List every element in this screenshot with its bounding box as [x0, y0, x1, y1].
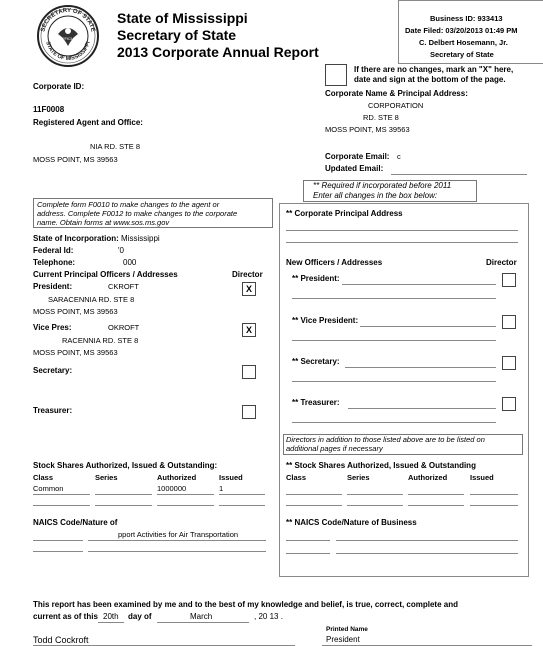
day-value: 20th: [103, 612, 119, 621]
current-as-of-label: current as of this: [33, 612, 98, 621]
corporate-name-address-label: Corporate Name & Principal Address:: [325, 89, 468, 98]
stock-cell-issued: 1: [219, 484, 224, 493]
corporate-name: CORPORATION: [368, 101, 424, 110]
form-title-state: State of Mississippi: [117, 10, 248, 26]
stock-cell-class: Common: [33, 484, 64, 493]
federal-id-value: '0: [118, 246, 124, 255]
signature-name: Todd Cockroft: [33, 635, 89, 645]
new-president-line[interactable]: [292, 298, 496, 299]
new-president-label: ** President:: [292, 274, 340, 283]
new-president-line[interactable]: [342, 284, 496, 285]
new-stock-line[interactable]: [470, 494, 518, 495]
corporate-id-label: Corporate ID:: [33, 82, 85, 91]
updated-email-label: Updated Email:: [325, 164, 384, 173]
new-naics-line[interactable]: [286, 553, 330, 554]
telephone-label: Telephone:: [33, 258, 76, 267]
stock-row-line: [157, 505, 214, 506]
updated-email-field[interactable]: [391, 174, 527, 175]
president-name: CKROFT: [108, 282, 139, 291]
naics-line: [88, 540, 266, 541]
stock-row-line: [157, 494, 214, 495]
stock-row-line: [95, 494, 152, 495]
new-naics-line[interactable]: [336, 540, 518, 541]
naics-line: [88, 551, 266, 552]
change-note-line3: name. Obtain forms at www.sos.ms.gov: [37, 218, 170, 227]
current-officers-header: Current Principal Officers / Addresses: [33, 270, 178, 279]
new-vice-president-line[interactable]: [360, 326, 496, 327]
secretary-director-checkbox[interactable]: [242, 365, 256, 379]
stock-row-line: [95, 505, 152, 506]
president-label: President:: [33, 282, 73, 291]
vice-president-name: OKROFT: [108, 323, 140, 332]
new-vice-president-label: ** Vice President:: [292, 316, 359, 325]
federal-id-label: Federal Id:: [33, 246, 74, 255]
certification-text: This report has been examined by me and to the best of my knowledge and belief, is true, correct, complete and: [33, 600, 458, 609]
official-title: Secretary of State: [430, 50, 494, 59]
vice-president-director-checkbox[interactable]: X: [242, 323, 256, 337]
form-title-report: 2013 Corporate Annual Report: [117, 44, 319, 60]
naics-line: [33, 551, 83, 552]
stock-row-line: [33, 494, 90, 495]
new-stock-line[interactable]: [286, 494, 342, 495]
new-vice-president-director-checkbox[interactable]: [502, 315, 516, 329]
stock-row-line: [219, 505, 265, 506]
new-stock-line[interactable]: [286, 505, 342, 506]
new-secretary-line[interactable]: [345, 367, 496, 368]
change-note-line2: address. Complete F0012 to make changes to the corporate: [37, 209, 238, 218]
stock-col-class: Class: [33, 473, 54, 482]
required-note-line2: Enter all changes in the box below:: [313, 191, 438, 200]
new-president-director-checkbox[interactable]: [502, 273, 516, 287]
new-stock-line[interactable]: [408, 505, 464, 506]
new-stock-line[interactable]: [347, 505, 403, 506]
president-director-checkbox[interactable]: X: [242, 282, 256, 296]
directors-note-line1: Directors in addition to those listed above are to be listed on: [286, 435, 485, 444]
vice-president-label: Vice Pres:: [33, 323, 72, 332]
month-line[interactable]: [157, 622, 249, 623]
printed-name-label: Printed Name: [326, 626, 368, 633]
new-naics-line[interactable]: [336, 553, 518, 554]
new-treasurer-label: ** Treasurer:: [292, 398, 340, 407]
form-title-office: Secretary of State: [117, 27, 237, 43]
treasurer-label: Treasurer:: [33, 406, 73, 415]
new-stock-col-class: Class: [286, 473, 307, 482]
vice-president-address-line1: RACENNIA RD. STE 8: [62, 336, 139, 345]
stock-cell-authorized: 1000000: [157, 484, 187, 493]
president-address-line1: SARACENNIA RD. STE 8: [48, 295, 135, 304]
principal-address-label: ** Corporate Principal Address: [286, 209, 403, 218]
no-changes-note-line1: If there are no changes, mark an "X" here,: [354, 65, 514, 74]
new-naics-header: ** NAICS Code/Nature of Business: [286, 518, 417, 527]
new-treasurer-line[interactable]: [348, 408, 496, 409]
corporate-address-line1: RD. STE 8: [363, 113, 399, 122]
new-secretary-line[interactable]: [292, 381, 496, 382]
date-filed: Date Filed: 03/20/2013 01:49 PM: [405, 26, 518, 35]
new-stock-line[interactable]: [470, 505, 518, 506]
corporate-email-value: c: [397, 152, 401, 161]
corporate-email-label: Corporate Email:: [325, 152, 390, 161]
stock-col-issued: Issued: [219, 473, 243, 482]
telephone-value: 000: [123, 258, 137, 267]
president-address-line2: MOSS POINT, MS 39563: [33, 307, 118, 316]
new-stock-line[interactable]: [347, 494, 403, 495]
corporate-id-value: 11F0008: [33, 105, 65, 114]
printed-title: President: [326, 635, 360, 644]
change-note-line1: Complete form F0010 to make changes to the agent or: [37, 200, 220, 209]
stock-col-series: Series: [95, 473, 118, 482]
day-of-label: day of: [128, 612, 152, 621]
vice-president-address-line2: MOSS POINT, MS 39563: [33, 348, 118, 357]
new-naics-line[interactable]: [286, 540, 330, 541]
new-stock-line[interactable]: [408, 494, 464, 495]
no-changes-note-line2: date and sign at the bottom of the page.: [354, 75, 506, 84]
no-changes-checkbox[interactable]: [325, 64, 347, 86]
official-name: C. Delbert Hosemann, Jr.: [419, 38, 508, 47]
stock-shares-header: Stock Shares Authorized, Issued & Outstanding:: [33, 461, 218, 470]
secretary-label: Secretary:: [33, 366, 73, 375]
svg-text:SECRETARY OF STATE: SECRETARY OF STATE: [40, 7, 96, 33]
business-id: Business ID: 933413: [430, 14, 503, 23]
new-stock-col-issued: Issued: [470, 473, 494, 482]
registered-agent-label: Registered Agent and Office:: [33, 118, 143, 127]
new-treasurer-director-checkbox[interactable]: [502, 397, 516, 411]
state-of-incorporation: State of Incorporation: Mississippi: [33, 234, 160, 243]
new-secretary-label: ** Secretary:: [292, 357, 340, 366]
treasurer-director-checkbox[interactable]: [242, 405, 256, 419]
new-director-header: Director: [486, 258, 517, 267]
principal-address-line[interactable]: [286, 230, 518, 231]
svg-text:OFFICIAL: OFFICIAL: [58, 36, 78, 41]
svg-text:STATE OF MISSISSIPPI: STATE OF MISSISSIPPI: [44, 40, 92, 63]
agent-address-line2: MOSS POINT, MS 39563: [33, 155, 118, 164]
day-line[interactable]: [98, 622, 124, 623]
directors-note-line2: additional pages if necessary: [286, 444, 383, 453]
new-vice-president-line[interactable]: [292, 340, 496, 341]
naics-line: [33, 540, 83, 541]
naics-header: NAICS Code/Nature of: [33, 518, 118, 527]
new-secretary-director-checkbox[interactable]: [502, 356, 516, 370]
new-officers-header: New Officers / Addresses: [286, 258, 383, 267]
corporate-address-line2: MOSS POINT, MS 39563: [325, 125, 410, 134]
new-stock-col-series: Series: [347, 473, 370, 482]
new-stock-col-authorized: Authorized: [408, 473, 448, 482]
stock-row-line: [33, 505, 90, 506]
new-treasurer-line[interactable]: [292, 422, 496, 423]
state-seal-icon: [36, 4, 100, 68]
new-stock-shares-header: ** Stock Shares Authorized, Issued & Outstanding: [286, 461, 476, 470]
naics-value: pport Activities for Air Transportation: [118, 530, 239, 539]
principal-address-line[interactable]: [286, 242, 518, 243]
stock-row-line: [219, 494, 265, 495]
current-director-header: Director: [232, 270, 263, 279]
agent-address-line1: NIA RD. STE 8: [90, 142, 141, 151]
month-value: March: [190, 612, 213, 621]
required-note-line1: ** Required if incorporated before 2011: [313, 181, 452, 190]
stock-col-authorized: Authorized: [157, 473, 197, 482]
year-field: , 20 13 .: [254, 612, 283, 621]
